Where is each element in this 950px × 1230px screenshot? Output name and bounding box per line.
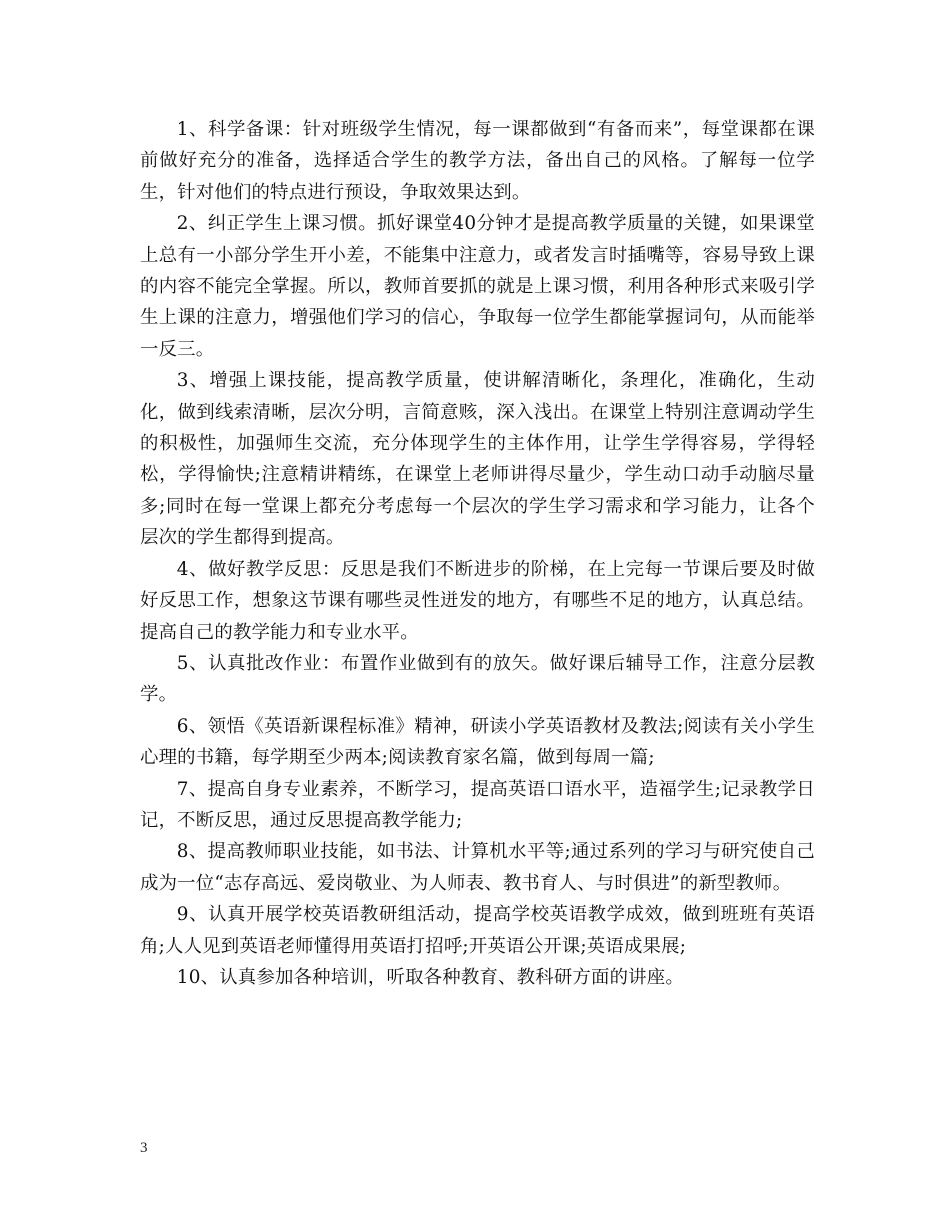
paragraph-5: 5、认真批改作业：布置作业做到有的放矢。做好课后辅导工作，注意分层教学。 [140, 652, 815, 706]
paragraph-10: 10、认真参加各种培训，听取各种教育、教科研方面的讲座。 [176, 966, 684, 988]
paragraph-2: 2、纠正学生上课习惯。抓好课堂40分钟才是提高教学质量的关键，如果课堂上总有一小部分学生开小差，不能集中注意力，或者发言时插嘴等，容易导致上课的内容不能完全掌握。所以，教师首要抓的就是上课习惯，利用各种形式来吸引学生上课的注意力，增强他们学习的信心，争取每一位学生都能掌握词句，从而能举一反三。 [140, 213, 815, 360]
paragraph-3: 3、增强上课技能，提高教学质量，使讲解清晰化，条理化，准确化，生动化，做到线索清晰，层次分明，言简意赅，深入浅出。在课堂上特别注意调动学生的积极性，加强师生交流，充分体现学生的主体作用，让学生学得容易，学得轻松，学得愉快;注意精讲精练，在课堂上老师讲得尽量少，学生动口动手动脑尽量多;同时在每一堂课上都充分考虑每一个层次的学生学习需求和学习能力，让各个层次的学生都得到提高。 [140, 370, 815, 549]
paragraph-7: 7、提高自身专业素养，不断学习，提高英语口语水平，造福学生;记录教学日记，不断反思，通过反思提高教学能力; [140, 778, 815, 831]
document-body [140, 114, 815, 993]
paragraph-6: 6、领悟《英语新课程标准》精神，研读小学英语教材及教法;阅读有关小学生心理的书籍，每学期至少两本;阅读教育家名篇，做到每周一篇; [140, 715, 815, 769]
paragraph-9: 9、认真开展学校英语教研组活动，提高学校英语教学成效，做到班班有英语角;人人见到英语老师懂得用英语打招呼;开英语公开课;英语成果展; [140, 904, 815, 957]
page-number: 3 [140, 1140, 148, 1156]
paragraph-8: 8、提高教师职业技能，如书法、计算机水平等;通过系列的学习与研究使自己成为一位“志存高远、爱岗敬业、为人师表、教书育人、与时俱进”的新型教师。 [140, 841, 815, 894]
paragraph-4: 4、做好教学反思：反思是我们不断进步的阶梯，在上完每一节课后要及时做好反思工作，想象这节课有哪些灵性迸发的地方，有哪些不足的地方，认真总结。提高自己的教学能力和专业水平。 [140, 558, 815, 643]
paragraph-1: 1、科学备课：针对班级学生情况，每一课都做到“有备而来”，每堂课都在课前做好充分的准备，选择适合学生的教学方法，备出自己的风格。了解每一位学生，针对他们的特点进行预设，争取效果达到。 [140, 119, 815, 203]
